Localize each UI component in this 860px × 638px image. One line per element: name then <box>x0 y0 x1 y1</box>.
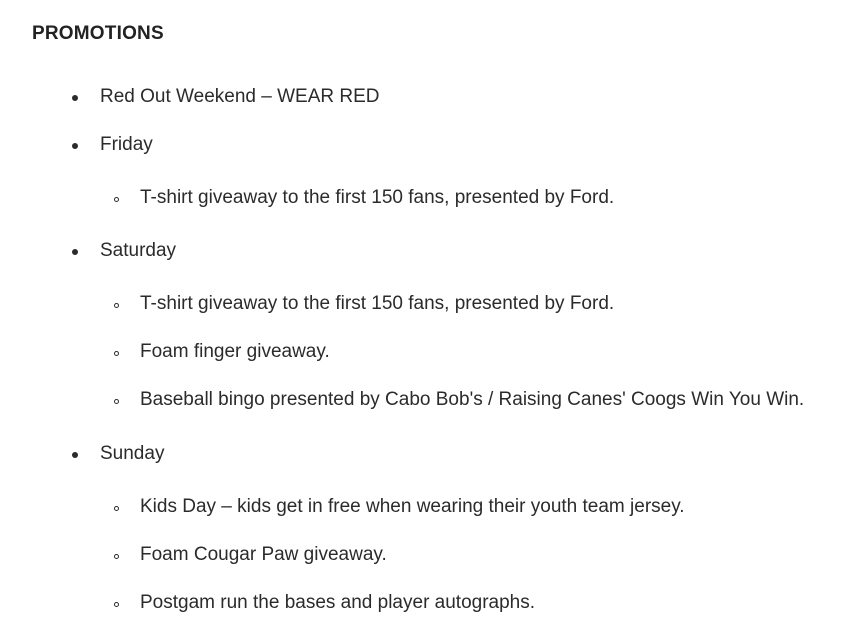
list-item: Saturday <box>100 240 177 261</box>
circle-bullet-icon <box>114 399 119 404</box>
circle-bullet-icon <box>114 303 119 308</box>
circle-bullet-icon <box>114 197 119 202</box>
circle-bullet-icon <box>114 506 119 511</box>
sub-list-item: T-shirt giveaway to the first 150 fans, presented by Ford. <box>140 187 615 208</box>
sub-list-item: Postgam run the bases and player autographs. <box>140 592 536 613</box>
sub-list-item: T-shirt giveaway to the first 150 fans, presented by Ford. <box>140 293 615 314</box>
bullet-icon <box>72 249 78 255</box>
page-title: PROMOTIONS <box>32 23 164 44</box>
bullet-icon <box>72 452 78 458</box>
sub-list-item: Foam Cougar Paw giveaway. <box>140 544 387 565</box>
bullet-icon <box>72 143 78 149</box>
sub-list-item: Foam finger giveaway. <box>140 341 330 362</box>
circle-bullet-icon <box>114 602 119 607</box>
sub-list-item: Kids Day – kids get in free when wearing their youth team jersey. <box>140 496 685 517</box>
circle-bullet-icon <box>114 554 119 559</box>
list-item: Red Out Weekend – WEAR RED <box>100 86 380 107</box>
list-item: Friday <box>100 134 153 155</box>
list-item: Sunday <box>100 443 165 464</box>
sub-list-item: Baseball bingo presented by Cabo Bob's / Raising Canes' Coogs Win You Win. <box>140 389 805 410</box>
circle-bullet-icon <box>114 351 119 356</box>
bullet-icon <box>72 95 78 101</box>
